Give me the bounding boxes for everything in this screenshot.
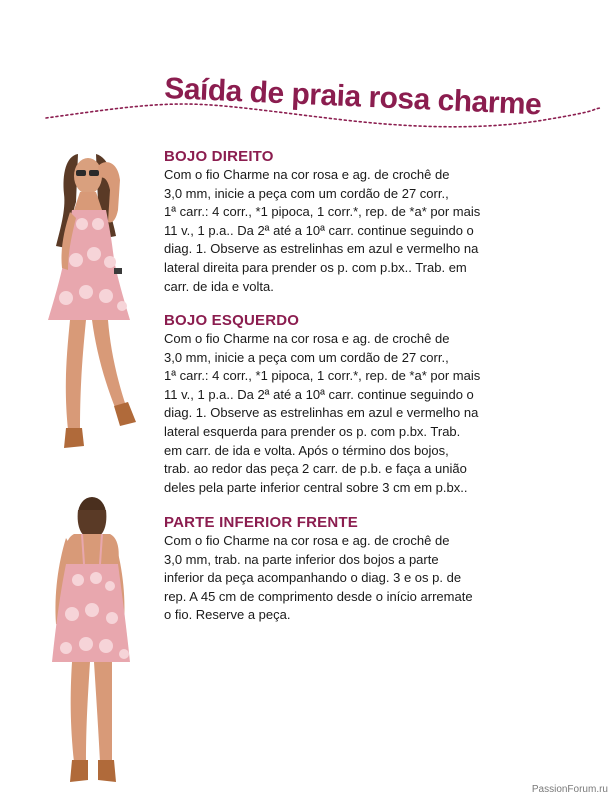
paragraph-line: Com o fio Charme na cor rosa e ag. de crochê de	[164, 167, 450, 182]
paragraph-line: 3,0 mm, inicie a peça com um cordão de 27 corr.,	[164, 185, 449, 201]
watermark: PassionForum.ru	[531, 784, 608, 795]
section-bojo-esquerdo	[164, 312, 544, 497]
paragraph-line: 3,0 mm, trab. na parte inferior dos bojos a parte	[164, 551, 439, 567]
model-front-photo	[26, 150, 154, 480]
section-parte-inferior-frente	[164, 514, 544, 625]
section-paragraph	[164, 166, 544, 296]
dotted-wave-divider	[44, 90, 604, 140]
paragraph-line: Com o fio Charme na cor rosa e ag. de crochê de	[164, 533, 450, 548]
section-paragraph	[164, 532, 544, 625]
paragraph-line: diag. 1. Observe as estrelinhas em azul e vermelho na	[164, 405, 479, 421]
page-title-text: Saída de praia rosa charme	[163, 72, 542, 122]
section-heading: BOJO ESQUERDO	[164, 312, 300, 329]
model-back-photo	[26, 494, 154, 794]
paragraph-line: lateral esquerda para prender os p. com p.bx. Trab.	[164, 423, 461, 439]
paragraph-line: 1ª carr.: 4 corr., *1 pipoca, 1 corr.*, rep. de *a* por mais	[164, 204, 481, 220]
section-heading: PARTE INFERIOR FRENTE	[164, 514, 358, 531]
paragraph-line: o fio. Reserve a peça.	[164, 607, 291, 623]
paragraph-line: carr. de ida e volta.	[164, 278, 274, 294]
section-bojo-direito	[164, 148, 544, 296]
paragraph-line: lateral direita para prender os p. com p.bx.. Trab. em	[164, 259, 467, 275]
paragraph-line: Com o fio Charme na cor rosa e ag. de crochê de	[164, 331, 450, 346]
paragraph-line: 1ª carr.: 4 corr., *1 pipoca, 1 corr.*, rep. de *a* por mais	[164, 368, 481, 384]
paragraph-line: 11 v., 1 p.a.. Da 2ª até a 10ª carr. continue seguindo o	[164, 222, 474, 238]
paragraph-line: rep. A 45 cm de comprimento desde o início arremate	[164, 588, 473, 604]
paragraph-line: 11 v., 1 p.a.. Da 2ª até a 10ª carr. continue seguindo o	[164, 386, 474, 402]
section-paragraph	[164, 330, 544, 497]
paragraph-line: deles pela parte inferior central sobre 3 cm em p.bx..	[164, 479, 468, 495]
paragraph-line: trab. ao redor das peça 2 carr. de p.b. e faça a união	[164, 461, 467, 477]
paragraph-line: diag. 1. Observe as estrelinhas em azul e vermelho na	[164, 241, 479, 257]
section-heading: BOJO DIREITO	[164, 148, 274, 165]
paragraph-line: em carr. de ida e volta. Após o término dos bojos,	[164, 442, 449, 458]
paragraph-line: inferior da peça acompanhando o diag. 3 e os p. de	[164, 570, 462, 586]
paragraph-line: 3,0 mm, inicie a peça com um cordão de 27 corr.,	[164, 349, 449, 365]
